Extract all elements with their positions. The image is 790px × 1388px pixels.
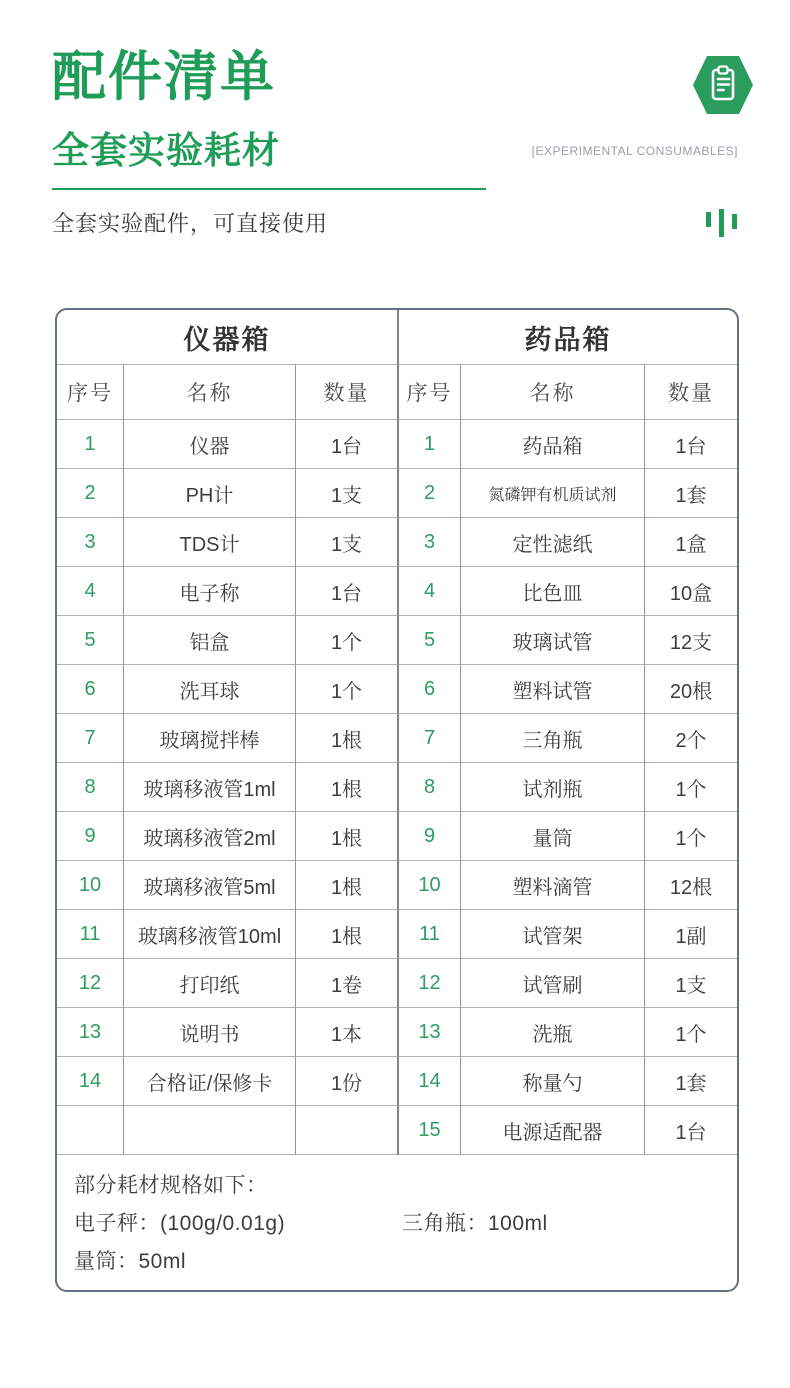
- page-title: 配件清单: [52, 47, 276, 107]
- item-name-cell: 塑料试管: [461, 665, 645, 714]
- column-header-name: 名称: [461, 365, 645, 420]
- quantity-cell: 1套: [645, 469, 737, 518]
- row-index-cell: 15: [399, 1106, 461, 1155]
- item-name-cell: 塑料滴管: [461, 861, 645, 910]
- item-name-cell: 玻璃移液管2ml: [124, 812, 296, 861]
- notes-cell: [57, 1155, 737, 1290]
- row-index-cell: 9: [399, 812, 461, 861]
- item-name-cell: PH计: [124, 469, 296, 518]
- tagline: 全套实验配件，可直接使用: [52, 211, 329, 236]
- item-name-cell: 仪器: [124, 420, 296, 469]
- item-name-cell: 电源适配器: [461, 1106, 645, 1155]
- quantity-cell: 1支: [296, 518, 399, 567]
- quantity-cell: 12支: [645, 616, 737, 665]
- item-name-cell: 玻璃移液管10ml: [124, 910, 296, 959]
- row-index-cell: 14: [57, 1057, 124, 1106]
- row-index-cell: 7: [399, 714, 461, 763]
- row-index-cell: 11: [399, 910, 461, 959]
- item-name-cell: [124, 1106, 296, 1155]
- quantity-cell: 1根: [296, 763, 399, 812]
- row-index-cell: 8: [57, 763, 124, 812]
- row-index-cell: 10: [57, 861, 124, 910]
- quantity-cell: 20根: [645, 665, 737, 714]
- item-name-cell: 洗耳球: [124, 665, 296, 714]
- quantity-cell: 2个: [645, 714, 737, 763]
- item-name-cell: 三角瓶: [461, 714, 645, 763]
- quantity-cell: 1副: [645, 910, 737, 959]
- note-scale: 电子秤：(100g/0.01g): [74, 1212, 286, 1235]
- quantity-cell: 1台: [296, 567, 399, 616]
- row-index-cell: 3: [57, 518, 124, 567]
- row-index-cell: 8: [399, 763, 461, 812]
- quantity-cell: 1个: [296, 616, 399, 665]
- item-name-cell: 玻璃搅拌棒: [124, 714, 296, 763]
- row-index-cell: 13: [399, 1008, 461, 1057]
- item-name-cell: 比色皿: [461, 567, 645, 616]
- quantity-cell: 1盒: [645, 518, 737, 567]
- item-name-cell: 洗瓶: [461, 1008, 645, 1057]
- row-index-cell: 3: [399, 518, 461, 567]
- row-index-cell: 6: [57, 665, 124, 714]
- row-index-cell: [57, 1106, 124, 1155]
- column-header-qty: 数量: [645, 365, 737, 420]
- quantity-cell: 1根: [296, 812, 399, 861]
- item-name-cell: 试管架: [461, 910, 645, 959]
- row-index-cell: 12: [57, 959, 124, 1008]
- clipboard-hexagon-icon: [692, 55, 754, 115]
- page-subtitle: 全套实验耗材: [52, 130, 280, 171]
- item-name-cell: 打印纸: [124, 959, 296, 1008]
- row-index-cell: 5: [57, 616, 124, 665]
- row-index-cell: 10: [399, 861, 461, 910]
- item-name-cell: 药品箱: [461, 420, 645, 469]
- row-index-cell: 12: [399, 959, 461, 1008]
- column-header-qty: 数量: [296, 365, 399, 420]
- row-index-cell: 14: [399, 1057, 461, 1106]
- quantity-cell: 1个: [645, 1008, 737, 1057]
- subtitle-english: [EXPERIMENTAL CONSUMABLES]: [531, 144, 738, 158]
- column-header-index: 序号: [57, 365, 124, 420]
- quantity-cell: 1个: [296, 665, 399, 714]
- row-index-cell: 9: [57, 812, 124, 861]
- row-index-cell: 2: [57, 469, 124, 518]
- accessories-table: [55, 308, 739, 1292]
- item-name-cell: 试剂瓶: [461, 763, 645, 812]
- quantity-cell: 1台: [296, 420, 399, 469]
- item-name-cell: 玻璃移液管5ml: [124, 861, 296, 910]
- row-index-cell: 1: [57, 420, 124, 469]
- quantity-cell: 1个: [645, 763, 737, 812]
- quantity-cell: 1个: [645, 812, 737, 861]
- item-name-cell: 玻璃移液管1ml: [124, 763, 296, 812]
- row-index-cell: 11: [57, 910, 124, 959]
- note-cylinder: 量筒：50ml: [74, 1250, 187, 1273]
- group-title-instrument-box: 仪器箱: [57, 310, 399, 365]
- quantity-cell: 1套: [645, 1057, 737, 1106]
- column-header-name: 名称: [124, 365, 296, 420]
- quantity-cell: 1台: [645, 420, 737, 469]
- item-name-cell: 电子称: [124, 567, 296, 616]
- item-name-cell: 量筒: [461, 812, 645, 861]
- three-bars-icon: [706, 209, 738, 239]
- note-flask: 三角瓶：100ml: [402, 1212, 548, 1235]
- quantity-cell: 1根: [296, 861, 399, 910]
- item-name-cell: 玻璃试管: [461, 616, 645, 665]
- item-name-cell: TDS计: [124, 518, 296, 567]
- row-index-cell: 4: [57, 567, 124, 616]
- quantity-cell: [296, 1106, 399, 1155]
- item-name-cell: 说明书: [124, 1008, 296, 1057]
- row-index-cell: 2: [399, 469, 461, 518]
- row-index-cell: 4: [399, 567, 461, 616]
- quantity-cell: 1支: [645, 959, 737, 1008]
- row-index-cell: 6: [399, 665, 461, 714]
- quantity-cell: 1卷: [296, 959, 399, 1008]
- quantity-cell: 1根: [296, 910, 399, 959]
- row-index-cell: 7: [57, 714, 124, 763]
- item-name-cell: 合格证/保修卡: [124, 1057, 296, 1106]
- green-divider: [52, 188, 486, 190]
- item-name-cell: 称量勺: [461, 1057, 645, 1106]
- item-name-cell: 铝盒: [124, 616, 296, 665]
- group-title-medicine-box: 药品箱: [399, 310, 737, 365]
- quantity-cell: 12根: [645, 861, 737, 910]
- notes-heading: 部分耗材规格如下：: [74, 1174, 268, 1197]
- row-index-cell: 13: [57, 1008, 124, 1057]
- item-name-cell: 氮磷钾有机质试剂: [461, 469, 645, 518]
- item-name-cell: 试管刷: [461, 959, 645, 1008]
- quantity-cell: 1份: [296, 1057, 399, 1106]
- row-index-cell: 5: [399, 616, 461, 665]
- quantity-cell: 1台: [645, 1106, 737, 1155]
- quantity-cell: 1本: [296, 1008, 399, 1057]
- row-index-cell: 1: [399, 420, 461, 469]
- item-name-cell: 定性滤纸: [461, 518, 645, 567]
- quantity-cell: 1根: [296, 714, 399, 763]
- quantity-cell: 10盒: [645, 567, 737, 616]
- quantity-cell: 1支: [296, 469, 399, 518]
- column-header-index: 序号: [399, 365, 461, 420]
